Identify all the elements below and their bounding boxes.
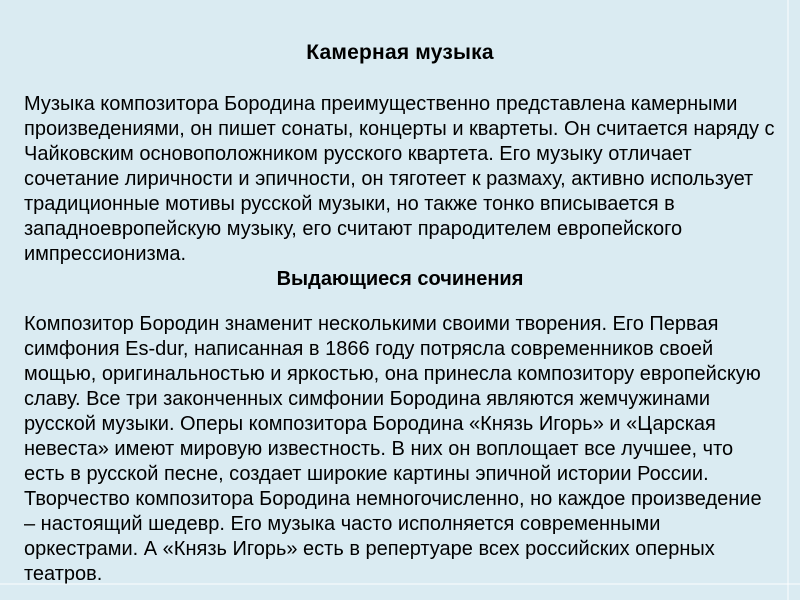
text-line: Музыка композитора Бородина преимущественно представлена камерными (24, 93, 738, 115)
text-line: западноевропейскую музыку, его считают прародителем европейского (24, 218, 683, 240)
text-line: Чайковским основоположником русского квартета. Его музыку отличает (24, 143, 692, 165)
text-line: сочетание лиричности и эпичности, он тяготеет к размаху, активно использует (24, 168, 754, 190)
text-line: невеста» имеют мировую известность. В них он воплощает все лучшее, что (24, 438, 734, 460)
slide-right-edge-line (787, 0, 789, 600)
text-line: – настоящий шедевр. Его музыка часто исполняется современными (24, 513, 661, 535)
text-line: Творчество композитора Бородина немногочисленно, но каждое произведение (24, 488, 762, 510)
text-line: есть в русской песне, создает широкие картины эпичной истории России. (24, 463, 709, 485)
slide-bottom-edge-line (0, 583, 800, 585)
text-line: мощью, оригинальностью и яркостью, она принесла композитору европейскую (24, 363, 761, 385)
intro-paragraph (24, 92, 782, 267)
text-line: оркестрами. А «Князь Игорь» есть в репертуаре всех российских оперных (24, 538, 715, 560)
slide-title: Камерная музыка (306, 41, 494, 64)
text-line: симфония Es-dur, написанная в 1866 году потрясла современников своей (24, 338, 714, 360)
works-paragraph (24, 312, 782, 587)
section-heading: Выдающиеся сочинения (276, 268, 524, 290)
text-line: театров. (24, 563, 103, 585)
text-line: Композитор Бородин знаменит несколькими своими творения. Его Первая (24, 313, 719, 335)
text-line: импрессионизма. (24, 243, 187, 265)
text-line: традиционные мотивы русской музыки, но также тонко вписывается в (24, 193, 675, 215)
text-line: славу. Все три законченных симфонии Бородина являются жемчужинами (24, 388, 711, 410)
text-line: произведениями, он пишет сонаты, концерты и квартеты. Он считается наряду с (24, 118, 775, 140)
text-line: русской музыки. Оперы композитора Бородина «Князь Игорь» и «Царская (24, 413, 716, 435)
